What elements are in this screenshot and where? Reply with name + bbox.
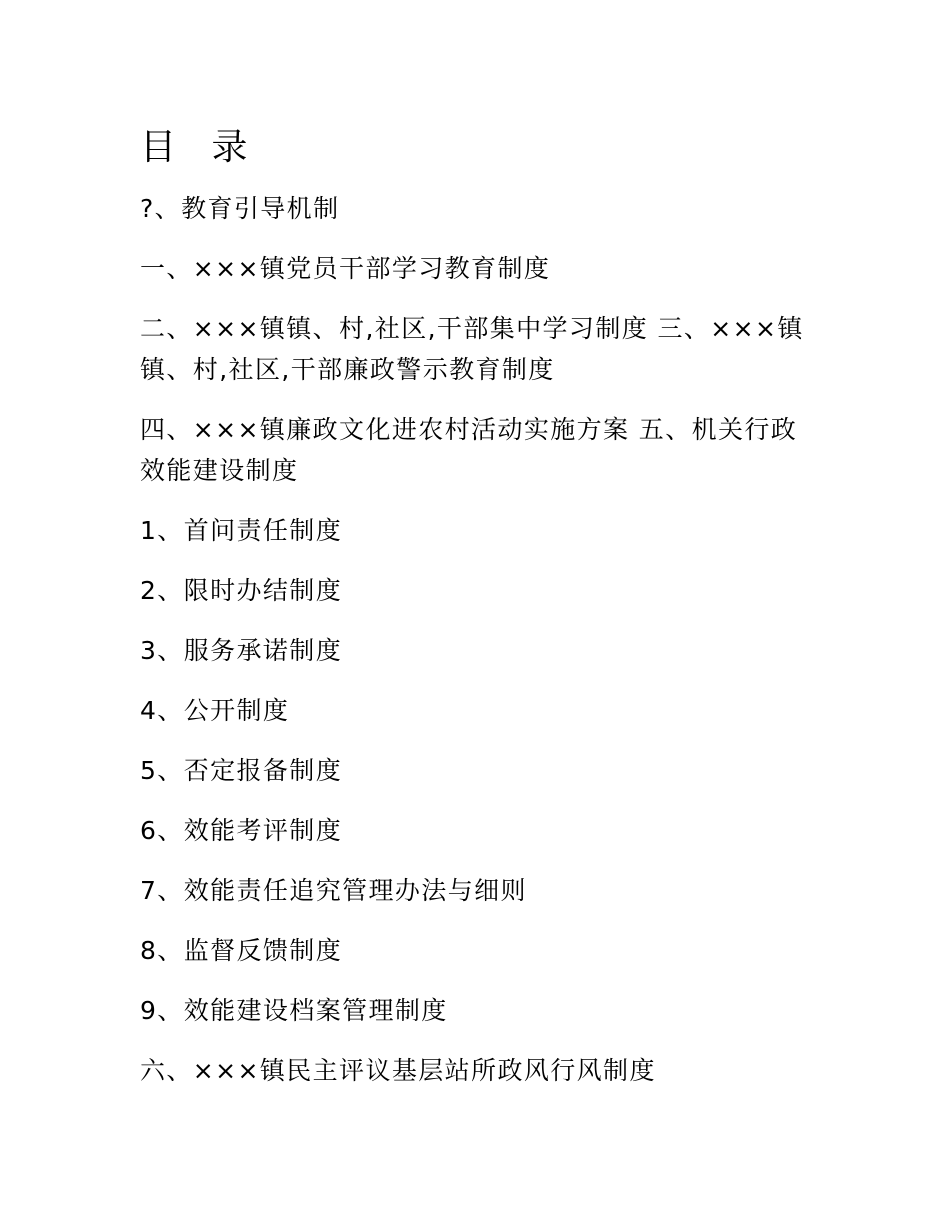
toc-item: 7、效能责任追究管理办法与细则 xyxy=(140,876,527,905)
toc-item: 一、×××镇党员干部学习教育制度 xyxy=(140,254,551,283)
toc-item: 1、首问责任制度 xyxy=(140,516,343,545)
toc-item: 4、公开制度 xyxy=(140,696,290,725)
toc-item: 3、服务承诺制度 xyxy=(140,636,343,665)
toc-item: 8、监督反馈制度 xyxy=(140,936,343,965)
toc-item: 5、否定报备制度 xyxy=(140,756,343,785)
toc-item: 二、×××镇镇、村,社区,干部集中学习制度 三、×××镇镇、村,社区,干部廉政警示教育制度 xyxy=(140,314,804,384)
document-page xyxy=(140,122,820,1110)
toc-item: ?、教育引导机制 xyxy=(140,194,340,223)
toc-item: 9、效能建设档案管理制度 xyxy=(140,996,448,1025)
toc-item: 六、×××镇民主评议基层站所政风行风制度 xyxy=(140,1056,656,1085)
page-title: 目 录 xyxy=(140,127,260,168)
toc-list xyxy=(140,188,820,1091)
toc-item: 四、×××镇廉政文化进农村活动实施方案 五、机关行政效能建设制度 xyxy=(140,415,798,485)
toc-item: 2、限时办结制度 xyxy=(140,576,343,605)
toc-item: 6、效能考评制度 xyxy=(140,816,343,845)
